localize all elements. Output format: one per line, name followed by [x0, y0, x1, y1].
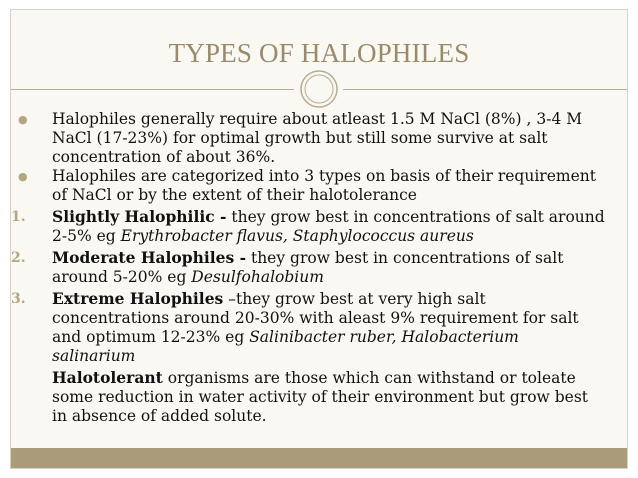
bullet-item	[11, 110, 628, 167]
circle-ornament-icon	[299, 69, 339, 109]
item-text: they grow best in concentrations of salt around 2-5% eg	[52, 208, 605, 245]
slide-body	[11, 110, 628, 426]
item-text: they grow best in concentrations of salt around 5-20% eg	[52, 249, 564, 286]
numbered-item	[11, 248, 628, 287]
item-species: Desulfohalobium	[191, 268, 324, 286]
item-term: Slightly Halophilic -	[52, 207, 227, 226]
halotolerant-text: organisms are those which can withstand or toleate some reduction in water activity of their environment but grow best in absence of added solute.	[52, 369, 588, 425]
item-species: Erythrobacter flavus, Staphylococcus aureus	[120, 227, 474, 245]
bullet-marker-icon: ●	[18, 170, 28, 183]
bullet-text: Halophiles generally require about atleast 1.5 M NaCl (8%) , 3-4 M NaCl (17-23%) for optimal growth but still some survive at salt concentration of about 36%.	[52, 110, 583, 166]
title-divider-left	[11, 89, 294, 90]
item-term: Extreme Halophiles	[52, 289, 224, 308]
halotolerant-term: Halotolerant	[52, 368, 163, 387]
numbered-item	[11, 289, 628, 366]
bullet-marker-icon: ●	[18, 113, 28, 126]
numbered-item	[11, 207, 628, 246]
item-number: 3.	[11, 291, 26, 307]
bullet-item	[11, 167, 628, 205]
slide	[10, 9, 628, 469]
footer-band	[11, 448, 627, 468]
item-number: 1.	[11, 209, 26, 225]
item-term: Moderate Halophiles -	[52, 248, 247, 267]
bullet-text: Halophiles are categorized into 3 types on basis of their requirement of NaCl or by the extent of their halotolerance	[52, 167, 596, 204]
item-species: Salinibacter ruber, Halobacterium salinarium	[52, 328, 519, 365]
slide-title: TYPES OF HALOPHILES	[168, 38, 470, 68]
halotolerant-paragraph	[11, 368, 628, 426]
title-divider-right	[343, 89, 628, 90]
item-number: 2.	[11, 250, 26, 266]
item-text: –they grow best at very high salt concentrations around 20-30% with aleast 9% requirement for salt and optimum 12-23% eg	[52, 290, 579, 346]
